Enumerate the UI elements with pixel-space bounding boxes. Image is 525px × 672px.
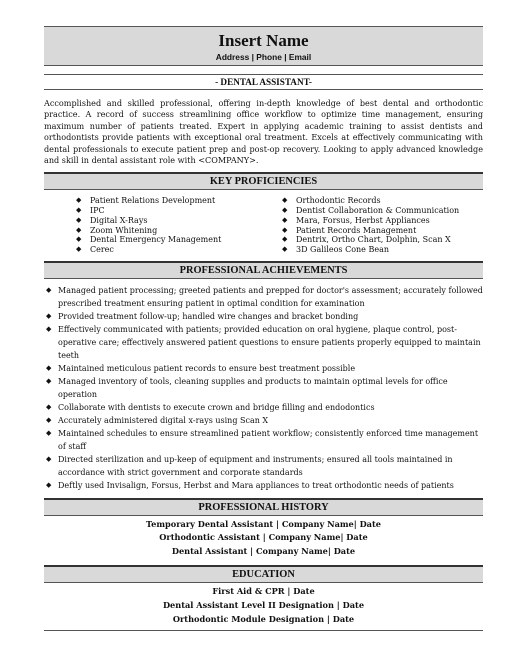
proficiencies-right-column <box>264 196 459 254</box>
proficiency-item <box>76 235 264 245</box>
achievement-item <box>44 479 483 492</box>
diamond-bullet-icon: ◆ <box>282 244 288 253</box>
achievements-list <box>44 284 483 492</box>
achievement-item-text: Collaborate with dentists to execute crown and bridge filling and endodontics <box>58 402 375 412</box>
proficiency-item <box>282 216 459 226</box>
achievement-item-text: Effectively communicated with patients; provided education on oral hygiene, plaque control, post-operative care; effectively answered patient questions to ensure patients properly equipped to maintain teeth <box>58 324 481 360</box>
contact-line: Address | Phone | Email <box>215 52 312 62</box>
proficiencies-grid <box>44 196 483 254</box>
proficiency-item-text: IPC <box>90 206 105 216</box>
achievement-item-text: Maintained schedules to ensure streamlined patient workflow; consistently enforced time management of staff <box>58 428 479 451</box>
proficiency-item <box>282 206 459 216</box>
diamond-bullet-icon: ◆ <box>46 324 52 333</box>
education-entry-text: Orthodontic Module Designation | Date <box>172 613 355 624</box>
achievement-item <box>44 284 483 310</box>
proficiency-item-text: Mara, Forsus, Herbst Appliances <box>296 215 430 225</box>
proficiency-item-text: Patient Relations Development <box>90 196 216 206</box>
achievement-item <box>44 323 483 362</box>
diamond-bullet-icon: ◆ <box>46 376 52 385</box>
education-list <box>44 585 483 626</box>
proficiency-item <box>282 196 459 206</box>
achievement-item <box>44 401 483 414</box>
section-heading-proficiencies: KEY PROFICIENCIES <box>44 172 483 190</box>
diamond-bullet-icon: ◆ <box>46 454 52 463</box>
achievement-item <box>44 362 483 375</box>
proficiency-item <box>282 235 459 245</box>
section-heading-history: PROFESSIONAL HISTORY <box>44 498 483 516</box>
proficiency-item-text: Zoom Whitening <box>90 225 158 235</box>
proficiency-item <box>282 226 459 236</box>
diamond-bullet-icon: ◆ <box>76 244 82 253</box>
diamond-bullet-icon: ◆ <box>282 196 288 205</box>
proficiency-item <box>282 245 459 255</box>
candidate-name: Insert Name <box>218 31 309 50</box>
achievement-item-text: Managed inventory of tools, cleaning supplies and products to maintain optimal levels for office operation <box>58 376 448 399</box>
diamond-bullet-icon: ◆ <box>282 235 288 244</box>
job-title: - DENTAL ASSISTANT- <box>44 74 483 90</box>
diamond-bullet-icon: ◆ <box>76 225 82 234</box>
achievement-item-text: Maintained meticulous patient records to ensure best treatment possible <box>58 363 356 373</box>
education-entry-text: First Aid & CPR | Date <box>212 586 315 597</box>
history-entry <box>44 531 483 545</box>
education-entry-text: Dental Assistant Level II Designation | Date <box>162 599 365 610</box>
achievement-item <box>44 414 483 427</box>
achievement-item <box>44 453 483 479</box>
proficiency-item-text: 3D Galileos Cone Bean <box>296 244 389 254</box>
proficiencies-left-column <box>44 196 264 254</box>
history-entry <box>44 545 483 559</box>
proficiency-item <box>76 245 264 255</box>
diamond-bullet-icon: ◆ <box>76 196 82 205</box>
diamond-bullet-icon: ◆ <box>46 480 52 489</box>
diamond-bullet-icon: ◆ <box>46 428 52 437</box>
achievement-item-text: Provided treatment follow-up; handled wire changes and bracket bonding <box>58 311 359 321</box>
achievement-item <box>44 310 483 323</box>
section-heading-education: EDUCATION <box>44 565 483 583</box>
achievement-item-text: Deftly used Invisalign, Forsus, Herbst and Mara appliances to treat orthodontic needs of patients <box>58 480 454 490</box>
diamond-bullet-icon: ◆ <box>76 206 82 215</box>
diamond-bullet-icon: ◆ <box>46 285 52 294</box>
proficiency-item <box>76 196 264 206</box>
achievement-item-text: Accurately administered digital x-rays using Scan X <box>58 415 269 425</box>
education-entry <box>44 599 483 613</box>
diamond-bullet-icon: ◆ <box>76 235 82 244</box>
proficiency-item-text: Dental Emergency Management <box>90 235 222 245</box>
history-entry <box>44 518 483 532</box>
achievement-item-text: Managed patient processing; greeted patients and prepped for doctor's assessment; accurately followed prescribed treatment ensuring patient in optimal condition for examination <box>58 285 483 308</box>
proficiency-item-text: Patient Records Management <box>296 225 417 235</box>
proficiency-item-text: Dentrix, Ortho Chart, Dolphin, Scan X <box>296 235 451 245</box>
proficiency-item-text: Orthodontic Records <box>296 196 381 206</box>
bottom-divider <box>44 630 483 631</box>
resume-page <box>44 26 483 631</box>
diamond-bullet-icon: ◆ <box>46 363 52 372</box>
proficiency-item <box>76 216 264 226</box>
professional-summary: Accomplished and skilled professional, offering in-depth knowledge of best dental and orthodontic practice. A record of success streamlining office workflow to optimize time management, ensuring maximum number of patients treated. Expert in applying academic training to assist dentists and orthodontists provide patients with exceptional oral treatment. Excels at effectively communicating with dental professionals to execute patient prep and post-op recovery. Looking to apply advanced knowledge and skill in dental assistant role with <COMPANY>. <box>44 98 483 166</box>
achievement-item <box>44 375 483 401</box>
history-entry-text: Dental Assistant | Company Name| Date <box>171 546 356 557</box>
history-entry-text: Temporary Dental Assistant | Company Name| Date <box>146 518 381 529</box>
education-entry <box>44 613 483 627</box>
section-heading-achievements: PROFESSIONAL ACHIEVEMENTS <box>44 261 483 279</box>
resume-header <box>44 26 483 66</box>
diamond-bullet-icon: ◆ <box>282 206 288 215</box>
diamond-bullet-icon: ◆ <box>282 215 288 224</box>
proficiency-item-text: Dentist Collaboration & Communication <box>296 206 460 216</box>
proficiency-item-text: Cerec <box>90 244 114 254</box>
education-entry <box>44 585 483 599</box>
history-entry-text: Orthodontic Assistant | Company Name| Date <box>159 532 368 543</box>
diamond-bullet-icon: ◆ <box>282 225 288 234</box>
diamond-bullet-icon: ◆ <box>46 415 52 424</box>
achievement-item-text: Directed sterilization and up-keep of equipment and instruments; ensured all tools maintained in accordance with strict government and corporate standards <box>58 454 453 477</box>
history-list <box>44 518 483 559</box>
diamond-bullet-icon: ◆ <box>46 311 52 320</box>
proficiency-item-text: Digital X-Rays <box>90 215 148 225</box>
achievement-item <box>44 427 483 453</box>
proficiency-item <box>76 206 264 216</box>
proficiency-item <box>76 226 264 236</box>
diamond-bullet-icon: ◆ <box>76 215 82 224</box>
diamond-bullet-icon: ◆ <box>46 402 52 411</box>
